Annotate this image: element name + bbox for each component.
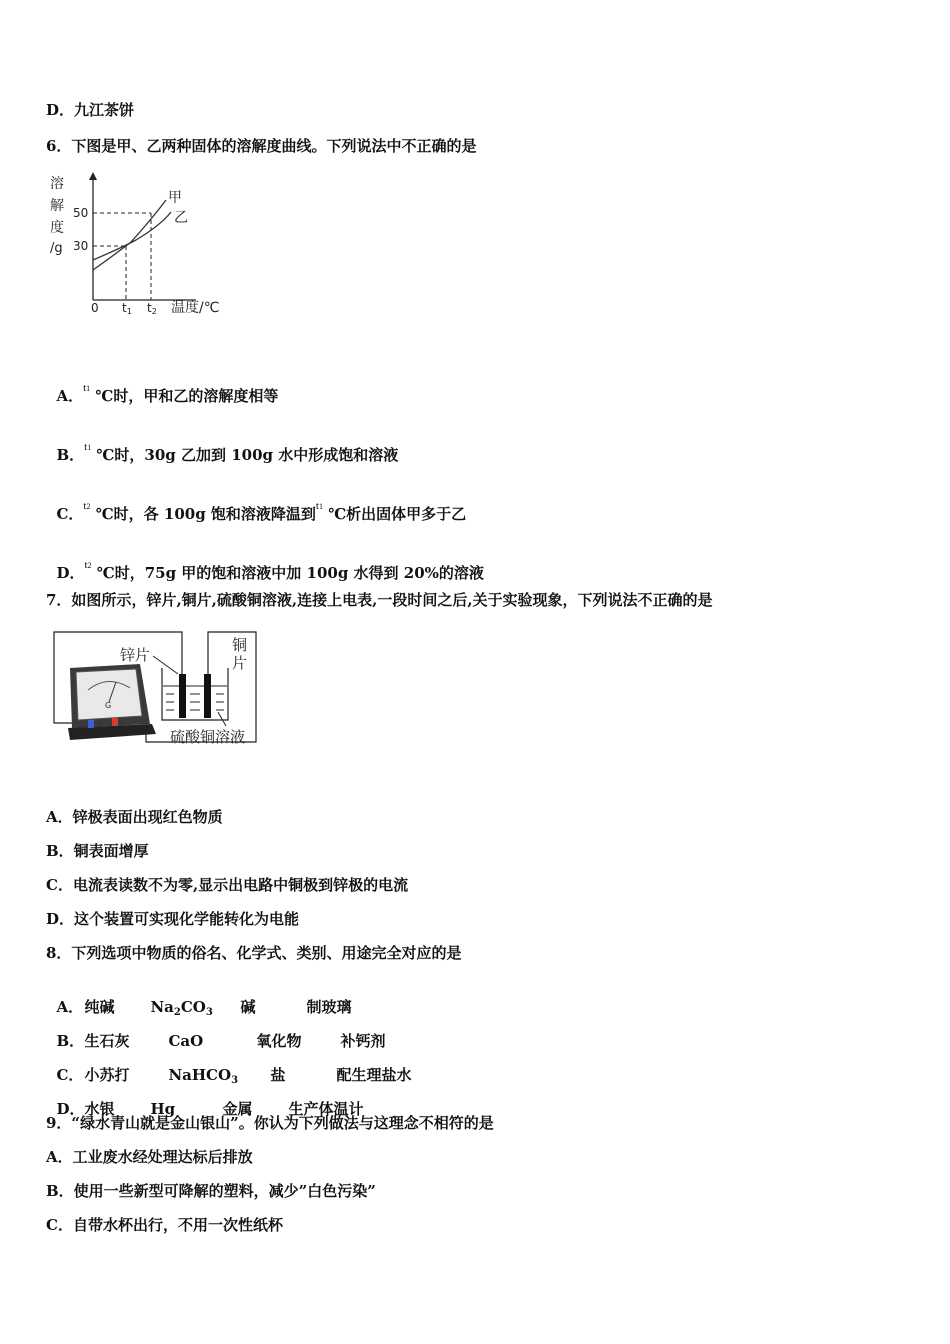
- q6-stem: 6．下图是甲、乙两种固体的溶解度曲线。下列说法中不正确的是: [46, 137, 477, 155]
- copper-label-1: 铜: [232, 636, 248, 654]
- ylabel-char-4: /g: [50, 241, 63, 256]
- meter-mark: G: [105, 701, 112, 710]
- q6-option-b: B．$^{t1}$ ℃时，30g 乙加到 100g 水中形成饱和溶液: [56, 441, 399, 464]
- q8-row-d: D．水银 Hg 金属 生产体温计: [56, 1100, 364, 1118]
- q7-option-a: A．锌极表面出现红色物质: [46, 808, 223, 826]
- solubility-graph: [46, 170, 236, 320]
- q7-option-b: B．铜表面增厚: [46, 842, 149, 860]
- origin-label: 0: [91, 301, 99, 315]
- q6-option-d: D．$^{t2}$ ℃时，75g 甲的饱和溶液中加 100g 水得到 20%的溶液: [56, 559, 484, 582]
- xlabel: 温度/℃: [171, 300, 220, 316]
- q7-stem: 7．如图所示，锌片,铜片,硫酸铜溶液,连接上电表,一段时间之后,关于实验现象，下列说法不正确的是: [46, 591, 713, 609]
- q8-row-b: B．生石灰 CaO 氧化物 补钙剂: [56, 1032, 386, 1050]
- q6-option-a: A．$^{t1}$ ℃时，甲和乙的溶解度相等: [56, 382, 279, 405]
- ytick-30: 30: [73, 239, 89, 253]
- q7-option-d: D．这个装置可实现化学能转化为电能: [46, 910, 300, 928]
- series-jia-label: 甲: [168, 190, 182, 206]
- zinc-label: 锌片: [120, 646, 151, 664]
- curve-yi: [93, 212, 171, 260]
- copper-plate: [204, 674, 211, 718]
- y-axis-arrow: [89, 172, 97, 180]
- zinc-plate: [179, 674, 186, 718]
- q9-option-c: C．自带水杯出行，不用一次性纸杯: [46, 1216, 283, 1234]
- q9-stem: 9．“绿水青山就是金山银山”。你认为下列做法与这理念不相符的是: [46, 1114, 494, 1132]
- q8-row-c: C．小苏打 NaHCO3 盐 配生理盐水: [56, 1066, 412, 1086]
- ytick-50: 50: [73, 206, 89, 220]
- series-yi-label: 乙: [174, 210, 188, 226]
- ylabel-char-1: 溶: [50, 176, 64, 192]
- solution-label: 硫酸铜溶液: [170, 728, 246, 746]
- q9-option-b: B．使用一些新型可降解的塑料，减少”白色污染”: [46, 1182, 376, 1200]
- ylabel-char-2: 解: [50, 198, 64, 214]
- q8-row-a: A．纯碱 Na2CO3 碱 制玻璃: [56, 998, 352, 1018]
- q5-option-d: D．九江茶饼: [46, 101, 135, 119]
- galvanic-cell-figure: [50, 628, 262, 748]
- t2-label: t2: [147, 301, 157, 316]
- copper-label-2: 片: [232, 654, 248, 672]
- q6-option-c: C．$^{t2}$ ℃时，各 100g 饱和溶液降温到$^{t1}$ ℃析出固体甲多于乙: [56, 500, 467, 523]
- q9-option-a: A．工业废水经处理达标后排放: [46, 1148, 253, 1166]
- q8-stem: 8．下列选项中物质的俗名、化学式、类别、用途完全对应的是: [46, 944, 462, 962]
- t1-label: t1: [122, 301, 132, 316]
- solution-dashes: [166, 694, 224, 710]
- curve-jia: [93, 200, 166, 270]
- q7-option-c: C．电流表读数不为零,显示出电路中铜极到锌极的电流: [46, 876, 409, 894]
- ammeter-icon: [68, 664, 156, 740]
- ylabel-char-3: 度: [50, 220, 64, 236]
